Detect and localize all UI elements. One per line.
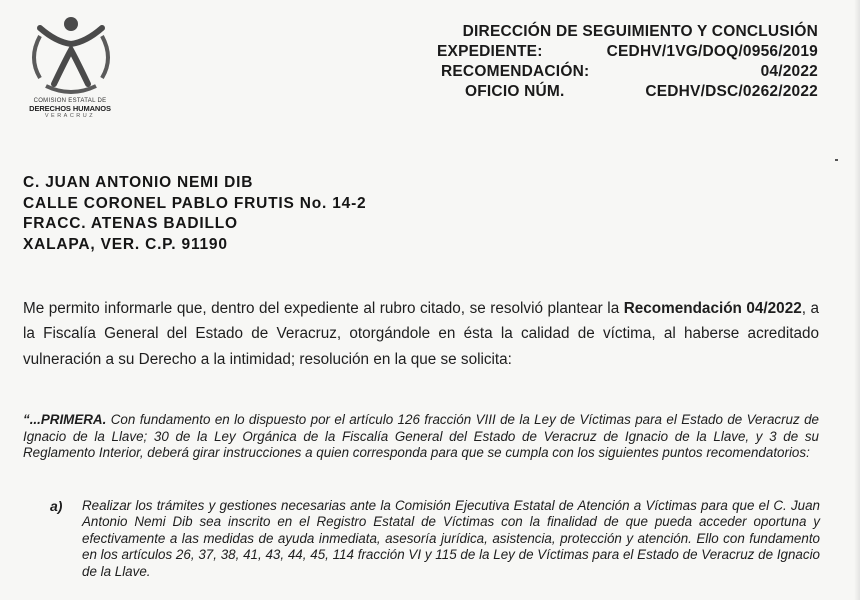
logo-line-commission: COMISION ESTATAL DE bbox=[33, 98, 107, 104]
quoted-resolution bbox=[23, 412, 819, 462]
oficio-row bbox=[425, 82, 818, 102]
logo-caption bbox=[22, 98, 118, 119]
scan-speck bbox=[835, 159, 838, 161]
oficio-value: CEDHV/DSC/0262/2022 bbox=[645, 83, 818, 100]
body-intro-3: calidad de víctima, al haberse acreditado vulneración a su Derecho a la intimidad; resolución en la que bbox=[23, 325, 819, 368]
recomendacion-value: 04/2022 bbox=[760, 63, 818, 80]
logo-line-human-rights: DERECHOS HUMANOS bbox=[29, 104, 111, 113]
addressee-city: XALAPA, VER. C.P. 91190 bbox=[23, 235, 228, 253]
cedhv-logo-icon bbox=[26, 14, 116, 96]
addressee-block bbox=[23, 173, 366, 255]
recomendacion-label: RECOMENDACIÓN: bbox=[441, 63, 590, 80]
body-intro-1: Me permito informarle que, dentro del expediente al rubro citado, se resolvió plantear la bbox=[23, 300, 620, 317]
document-header bbox=[425, 22, 818, 102]
recomendacion-row bbox=[425, 62, 818, 82]
quote-lead: “...PRIMERA. bbox=[23, 412, 107, 427]
recommendation-item-a bbox=[50, 498, 820, 580]
oficio-label: OFICIO NÚM. bbox=[465, 83, 565, 100]
quote-text: Con fundamento en lo dispuesto por el artículo 126 fracción VIII de la Ley de Víctimas para el Estado de Veracruz de Ignacio de la Llave; 30 de la Ley Orgánica de la Fiscalía General del Estado de Veracruz de Ignacio de la Llave, y 3 de su Reglamento Interior, deberá girar instrucciones a quien corresponda para que se cumpla con los siguientes puntos recomendatorios: bbox=[23, 412, 819, 461]
body-intro-4: se solicita: bbox=[440, 350, 512, 368]
body-intro-2: , a la Fiscalía General del Estado de Veracruz, otorgándole en ésta la bbox=[23, 300, 819, 343]
expediente-value: CEDHV/1VG/DOQ/0956/2019 bbox=[606, 43, 818, 60]
expediente-row bbox=[425, 42, 818, 62]
addressee-name: C. JUAN ANTONIO NEMI DIB bbox=[23, 174, 254, 191]
cedhv-logo bbox=[22, 14, 122, 119]
addressee-neighborhood: FRACC. ATENAS BADILLO bbox=[23, 215, 238, 232]
logo-line-state: VERACRUZ bbox=[44, 113, 96, 119]
expediente-label: EXPEDIENTE: bbox=[437, 43, 543, 60]
department-title: DIRECCIÓN DE SEGUIMIENTO Y CONCLUSIÓN bbox=[462, 23, 818, 40]
body-paragraph bbox=[23, 296, 819, 372]
addressee-street: CALLE CORONEL PABLO FRUTIS No. 14-2 bbox=[23, 194, 367, 212]
page-edge-shadow bbox=[854, 0, 860, 600]
item-marker: a) bbox=[50, 498, 63, 514]
item-text: Realizar los trámites y gestiones necesarias ante la Comisión Ejecutiva Estatal de Atención a Víctimas para que el C. Juan Antonio Nemi Dib sea inscrito en el Registro Estatal de Víctimas con la finalidad de que pueda acceder oportuna y efectivamente a las medidas de ayuda inmediata, asesoría jurídica, asistencia, protección y atención. Ello con fundamento en los artículos 26, 37, 38, 41, 43, 44, 45, 114 fracción VI y 115 de la Ley de Víctimas para el Estado de Veracruz de Ignacio de la Llave. bbox=[82, 498, 820, 579]
recommendation-reference: Recomendación 04/2022 bbox=[623, 300, 802, 317]
